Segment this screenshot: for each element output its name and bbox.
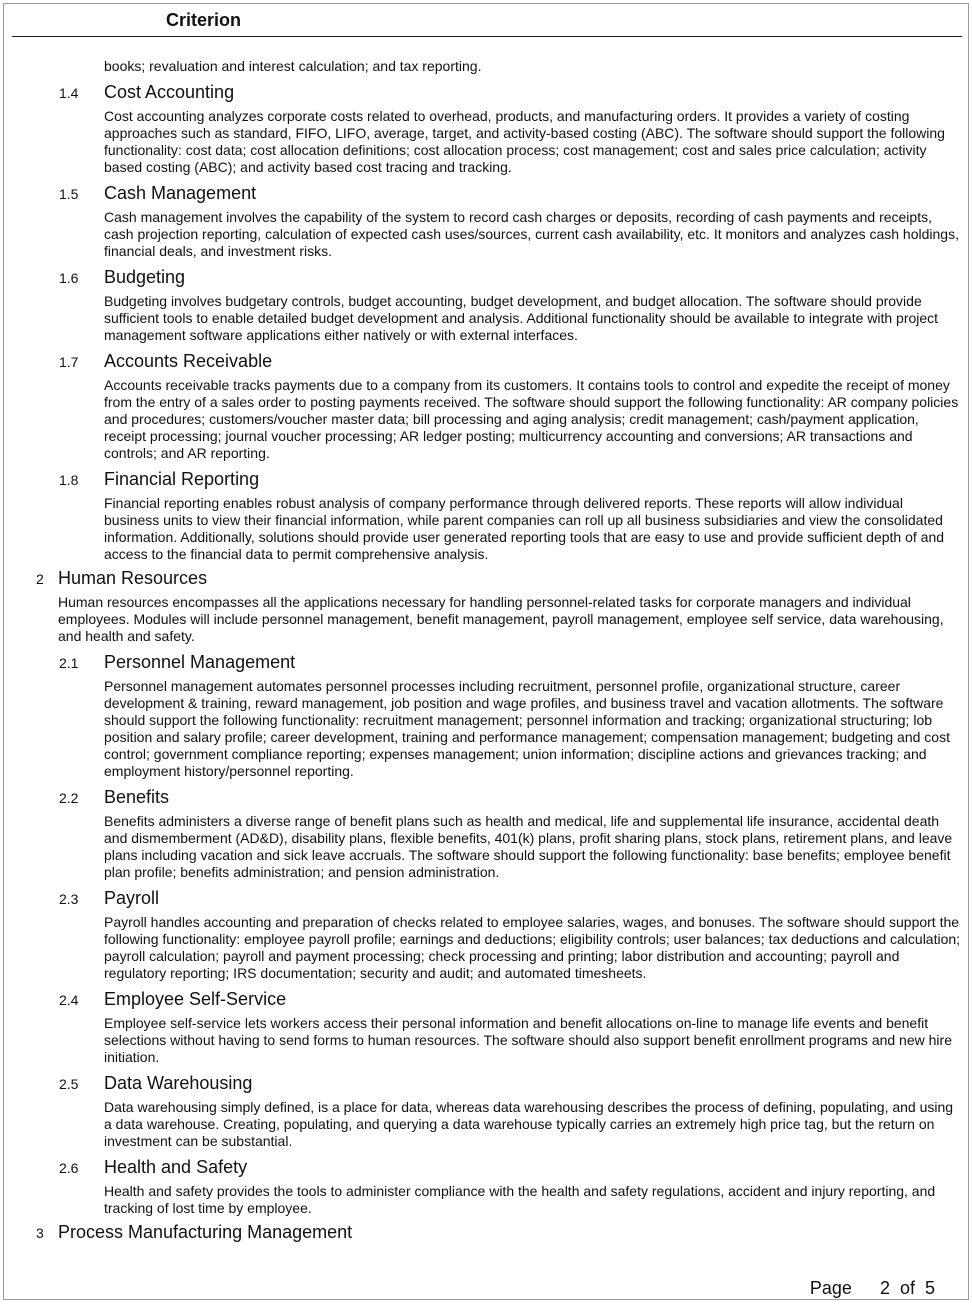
section-number: 3 <box>36 1225 44 1241</box>
subsection-number: 1.7 <box>59 354 79 370</box>
subsection-title: Financial Reporting <box>104 469 260 489</box>
subsection-2-4 <box>4 988 964 1066</box>
subsection-title: Cash Management <box>104 183 257 203</box>
subsection-number: 1.4 <box>59 85 79 101</box>
subsection-body: Cost accounting analyzes corporate costs related to overhead, products, and manufacturing orders. It provides a variety of costing approaches such as standard, FIFO, LIFO, average, target, and activity-based costing (ABC). The software should support the following functionality: cost data; cost allocation definitions; cost allocation process; cost management; cost and sales price calculation; activity based costing (ABC); and activity based cost tracing and tracking. <box>104 108 945 175</box>
subsection-body: Benefits administers a diverse range of benefit plans such as health and medical, life and supplemental life insurance, accidental death and dismemberment (AD&D), disability plans, flexible benefits, 401(k) plans, profit sharing plans, stock plans, retirement plans, and leave plans including vacation and sick leave accruals. The software should support the following functionality: base benefits; employee benefit plan profile; benefits administration; and pension administration. <box>104 813 953 880</box>
subsection-body: Payroll handles accounting and preparation of checks related to employee salaries, wages, and bonuses. The software should support the following functionality: employee payroll profile; earnings and deductions; eligibility controls; user balances; tax deductions and calculation; payroll calculation; payroll and payment processing; check processing and printing; labor distribution and accounting; payroll and regulatory reporting; IRS documentation; security and audit; and automated timesheets. <box>104 914 961 981</box>
section-3 <box>4 1221 964 1244</box>
section-2 <box>4 567 964 645</box>
subsection-title: Cost Accounting <box>104 82 235 102</box>
subsection-number: 1.6 <box>59 270 79 286</box>
subsection-body: Financial reporting enables robust analysis of company performance through delivered reports. These reports will allow individual business units to view their financial information, while parent companies can roll up all business subsidiaries and view the consolidated information. Additionally, solutions should provide user generated reporting tools that are easy to use and provide sufficient depth of and access to the financial data to permit comprehensive analysis. <box>104 495 945 562</box>
subsection-body: Budgeting involves budgetary controls, budget accounting, budget development, and budget allocation. The software should provide sufficient tools to enable detailed budget development and analysis. Additional functionality should be available to integrate with project management software applications either natively or with external interfaces. <box>104 293 939 343</box>
subsection-1-8 <box>4 468 964 563</box>
subsection-title: Budgeting <box>104 267 186 287</box>
subsection-number: 1.8 <box>59 472 79 488</box>
subsection-2-5 <box>4 1072 964 1150</box>
section-number: 2 <box>36 571 44 587</box>
subsection-number: 2.3 <box>59 891 79 907</box>
subsection-number: 2.6 <box>59 1160 79 1176</box>
subsection-body: Employee self-service lets workers access their personal information and benefit allocations on-line to manage life events and benefit selections without having to send forms to human resources. The software should also support benefit enrollment programs and new hire initiation. <box>104 1015 952 1065</box>
section-title: Human Resources <box>58 568 208 588</box>
subsection-number: 2.4 <box>59 992 79 1008</box>
continuation-text: books; revaluation and interest calculation; and tax reporting. <box>104 58 482 74</box>
subsection-body: Cash management involves the capability of the system to record cash charges or deposits, recording of cash payments and receipts, cash projection reporting, calculation of expected cash uses/sources, current cash availability, etc. It monitors and analyzes cash holdings, financial deals, and investment risks. <box>104 209 959 259</box>
subsection-body: Personnel management automates personnel processes including recruitment, personnel profile, organizational structure, career development & training, reward management, job position and wage profiles, and business travel and vacation allotments. The software should support the following functionality: recruitment management; personnel information and tracking; organizational structuring; lob position and salary profile; career development, training and performance management; compensation management; budgeting and cost control; government compliance reporting; expenses management; union information; discipline actions and grievances tracking; and employment history/personnel reporting. <box>104 678 950 779</box>
subsection-body: Accounts receivable tracks payments due to a company from its customers. It contains tools to control and expedite the receipt of money from the entry of a sales order to posting payments received. The software should support the following functionality: AR company policies and procedures; customers/voucher master data; bill processing and aging analysis; credit management; cash/payment application, receipt processing; journal voucher processing; AR ledger posting; multicurrency accounting and conversions; AR transactions and controls; and AR reporting. <box>104 377 959 461</box>
section-body: Human resources encompasses all the applications necessary for handling personnel-related tasks for corporate managers and individual employees. Modules will include personnel management, benefit management, payroll management, employee self service, data warehousing, and health and safety. <box>58 594 944 644</box>
subsection-2-2 <box>4 786 964 881</box>
subsection-1-4 <box>4 81 964 176</box>
page-total: 5 <box>924 1278 935 1298</box>
subsection-title: Accounts Receivable <box>104 351 273 371</box>
subsection-body: Health and safety provides the tools to administer compliance with the health and safety regulations, accident and injury reporting, and tracking of lost time by employee. <box>104 1183 936 1216</box>
subsection-body: Data warehousing simply defined, is a place for data, whereas data warehousing describes the process of defining, populating, and using a data warehouse. Creating, populating, and querying a data warehouse typically carries an extremely high price tag, but the return on investment can be substantial. <box>104 1099 954 1149</box>
subsection-2-1 <box>4 651 964 780</box>
subsection-number: 2.5 <box>59 1076 79 1092</box>
subsection-1-6 <box>4 266 964 344</box>
subsection-number: 2.1 <box>59 655 79 671</box>
of-label: of <box>899 1278 915 1298</box>
subsection-number: 2.2 <box>59 790 79 806</box>
page-header <box>12 4 962 37</box>
subsection-title: Health and Safety <box>104 1157 248 1177</box>
subsection-title: Data Warehousing <box>104 1073 253 1093</box>
subsection-number: 1.5 <box>59 186 79 202</box>
section-title: Process Manufacturing Management <box>58 1222 353 1242</box>
page-label: Page <box>809 1278 852 1298</box>
subsection-2-6 <box>4 1156 964 1217</box>
subsection-title: Benefits <box>104 787 170 807</box>
subsection-title: Payroll <box>104 888 160 908</box>
subsection-1-7 <box>4 350 964 462</box>
subsection-1-5 <box>4 182 964 260</box>
document-page <box>3 3 969 1300</box>
page-number: 2 <box>879 1278 890 1298</box>
subsection-title: Employee Self-Service <box>104 989 287 1009</box>
document-content <box>4 58 964 1244</box>
subsection-title: Personnel Management <box>104 652 296 672</box>
subsection-2-3 <box>4 887 964 982</box>
page-footer <box>810 1277 935 1299</box>
header-title: Criterion <box>166 10 242 30</box>
